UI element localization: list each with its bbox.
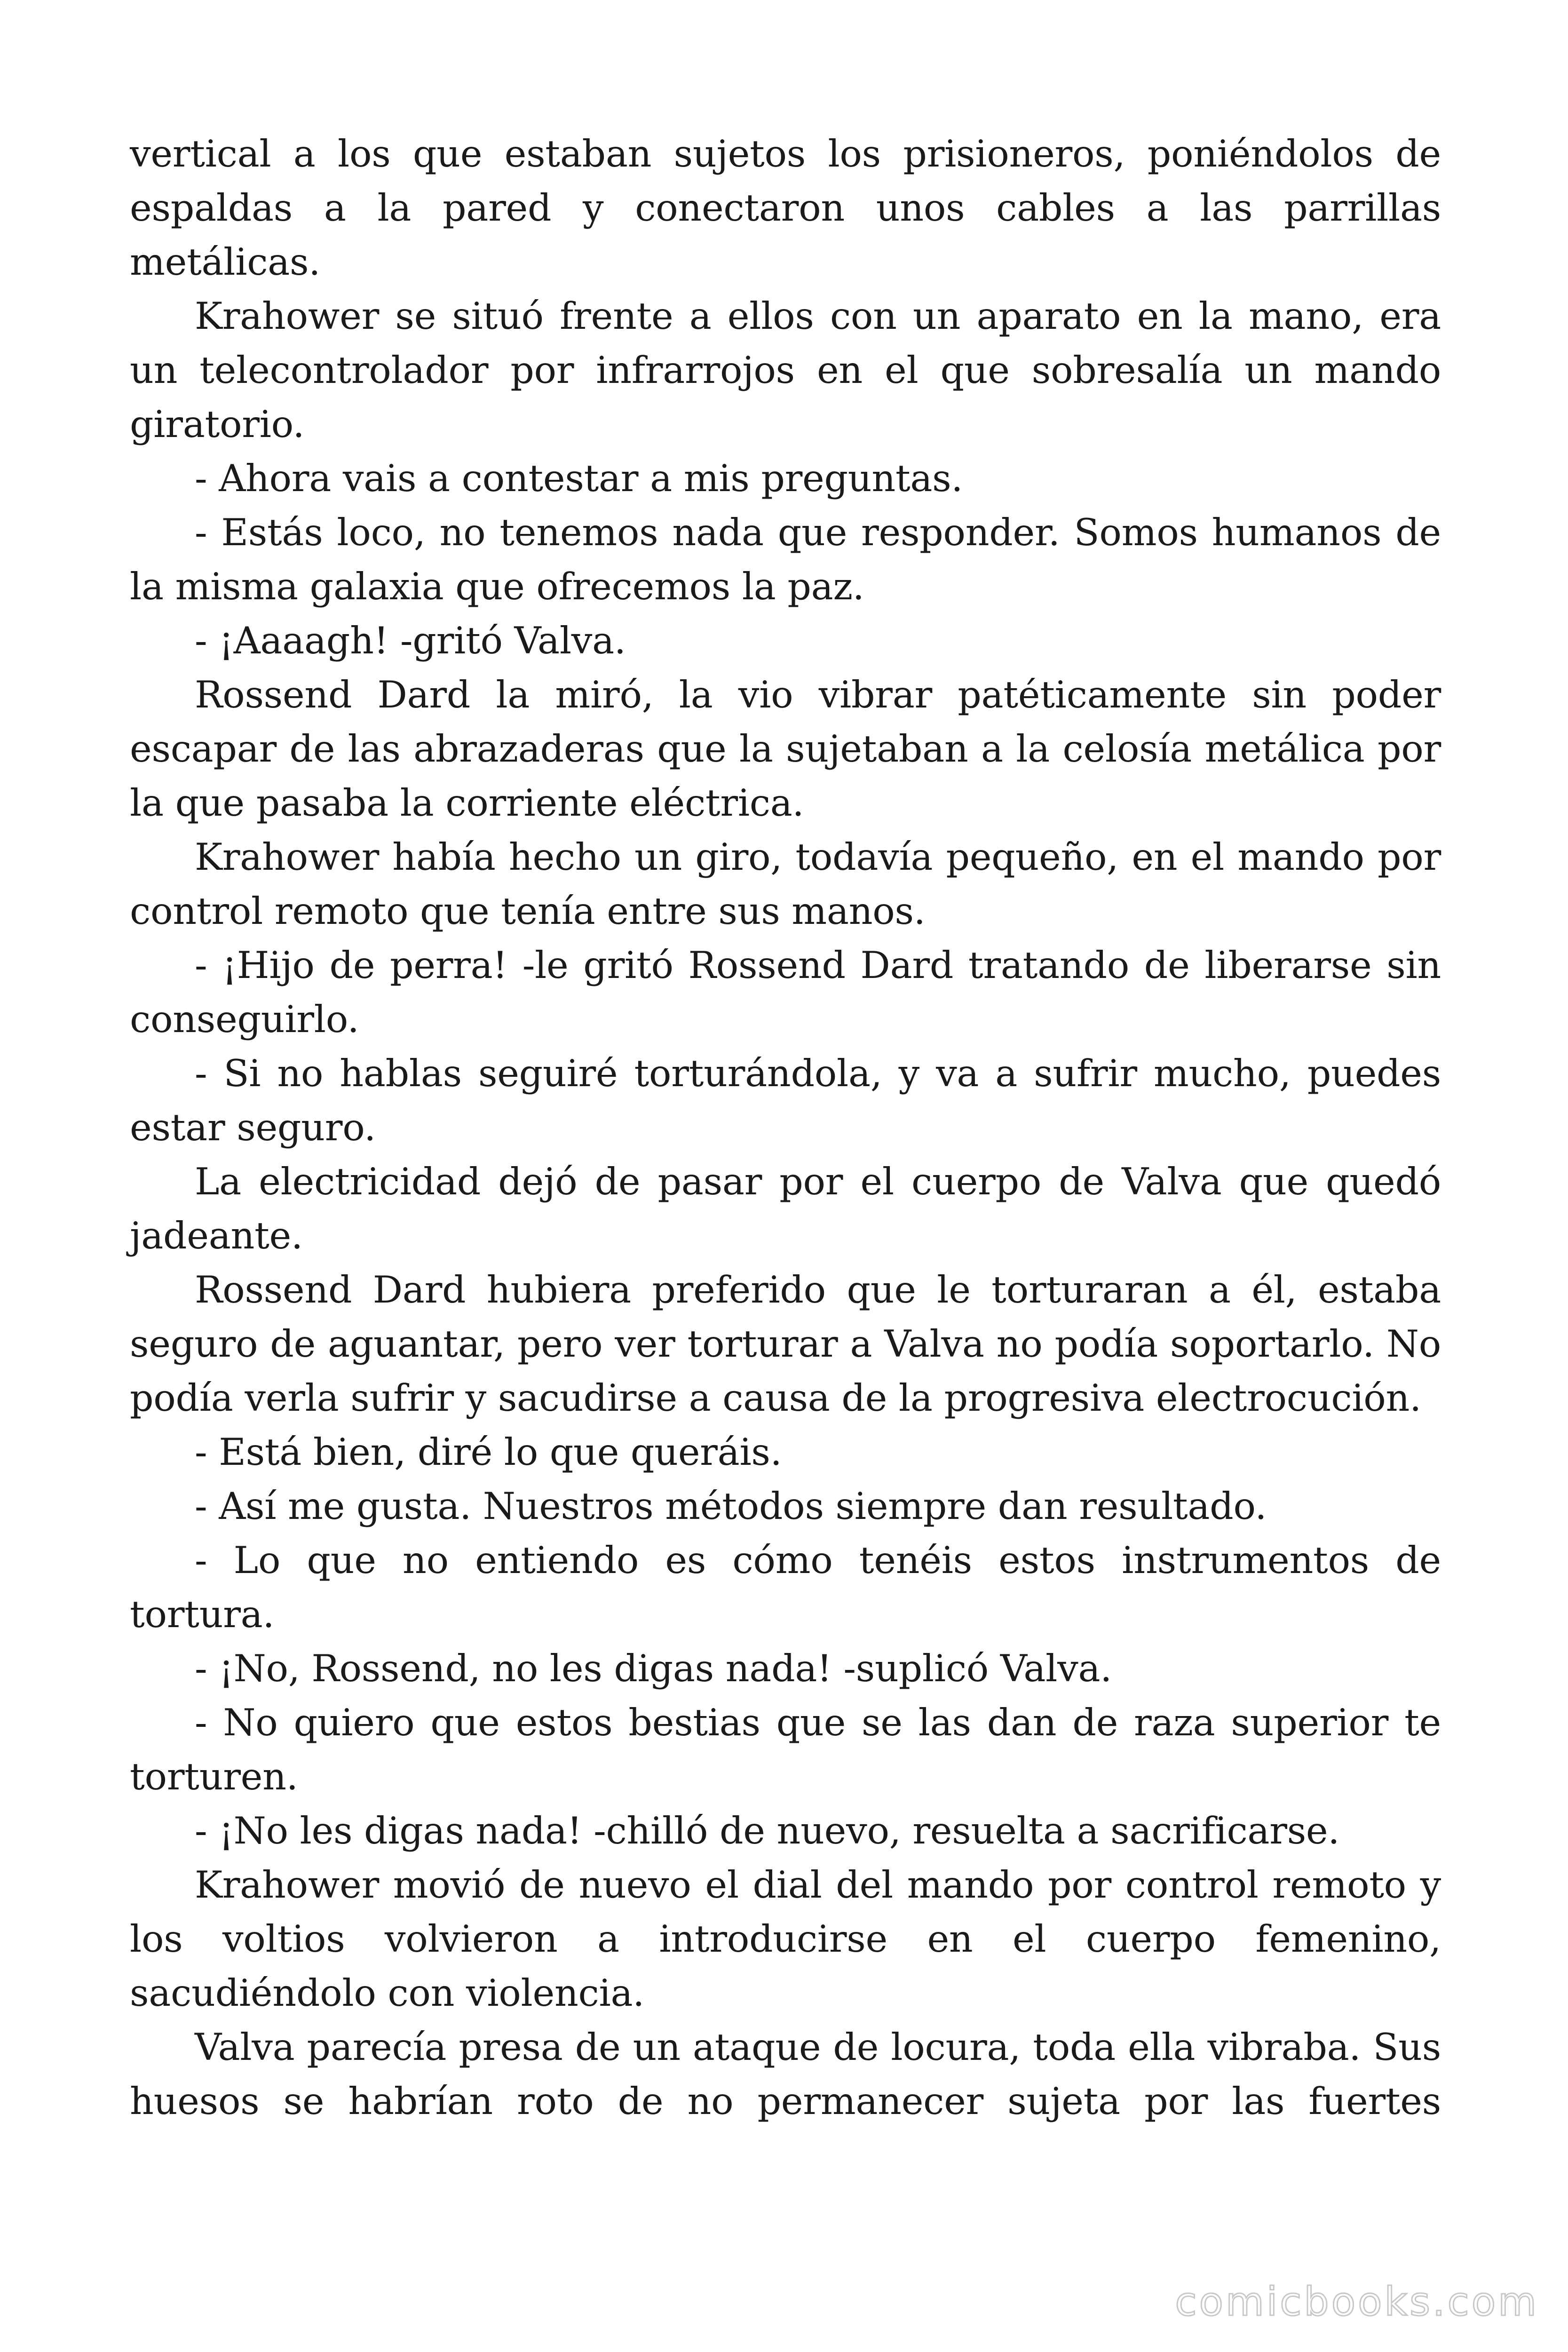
paragraph: - Estás loco, no tenemos nada que responder. Somos humanos de la misma galaxia que ofrecemos la paz. (130, 511, 1441, 608)
paragraph: - ¡Aaaagh! -gritó Valva. (195, 619, 626, 662)
paragraph: Krahower movió de nuevo el dial del mando por control remoto y los voltios volvieron a introducirse en el cuerpo femenino, sacudiéndolo con violencia. (130, 1863, 1441, 2015)
paragraph: La electricidad dejó de pasar por el cuerpo de Valva que quedó jadeante. (130, 1160, 1441, 1257)
paragraph: - No quiero que estos bestias que se las dan de raza superior te torturen. (130, 1701, 1441, 1798)
paragraph: Krahower había hecho un giro, todavía pequeño, en el mando por control remoto que tenía entre sus manos. (130, 835, 1441, 933)
paragraph: - ¡No, Rossend, no les digas nada! -suplicó Valva. (195, 1647, 1112, 1690)
paragraph: - ¡No les digas nada! -chilló de nuevo, resuelta a sacrificarse. (195, 1809, 1340, 1852)
page-body (130, 127, 1441, 2129)
paragraph: - Así me gusta. Nuestros métodos siempre dan resultado. (195, 1485, 1267, 1528)
watermark: comicbooks.com (1175, 2279, 1539, 2325)
paragraph: - Si no hablas seguiré torturándola, y va a sufrir mucho, puedes estar seguro. (130, 1052, 1441, 1149)
paragraph: Rossend Dard la miró, la vio vibrar patéticamente sin poder escapar de las abrazaderas que la sujetaban a la celosía metálica por la que pasaba la corriente eléctrica. (130, 673, 1441, 825)
paragraph: - ¡Hijo de perra! -le gritó Rossend Dard tratando de liberarse sin conseguirlo. (130, 944, 1441, 1041)
paragraph: - Ahora vais a contestar a mis preguntas. (195, 457, 963, 500)
paragraph: - Lo que no entiendo es cómo tenéis estos instrumentos de tortura. (130, 1539, 1441, 1636)
paragraph: Rossend Dard hubiera preferido que le torturaran a él, estaba seguro de aguantar, pero ver torturar a Valva no podía soportarlo. No podía verla sufrir y sacudirse a causa de la progresiva electrocución. (130, 1268, 1441, 1420)
paragraph: Krahower se situó frente a ellos con un aparato en la mano, era un telecontrolador por infrarrojos en el que sobresalía un mando giratorio. (130, 294, 1441, 446)
paragraph: Valva parecía presa de un ataque de locura, toda ella vibraba. Sus huesos se habrían roto de no permanecer sujeta por las fuertes (130, 2026, 1441, 2123)
paragraph: - Está bien, diré lo que queráis. (195, 1430, 782, 1474)
paragraph: vertical a los que estaban sujetos los prisioneros, poniéndolos de espaldas a la pared y conectaron unos cables a las parrillas metálicas. (130, 132, 1441, 284)
